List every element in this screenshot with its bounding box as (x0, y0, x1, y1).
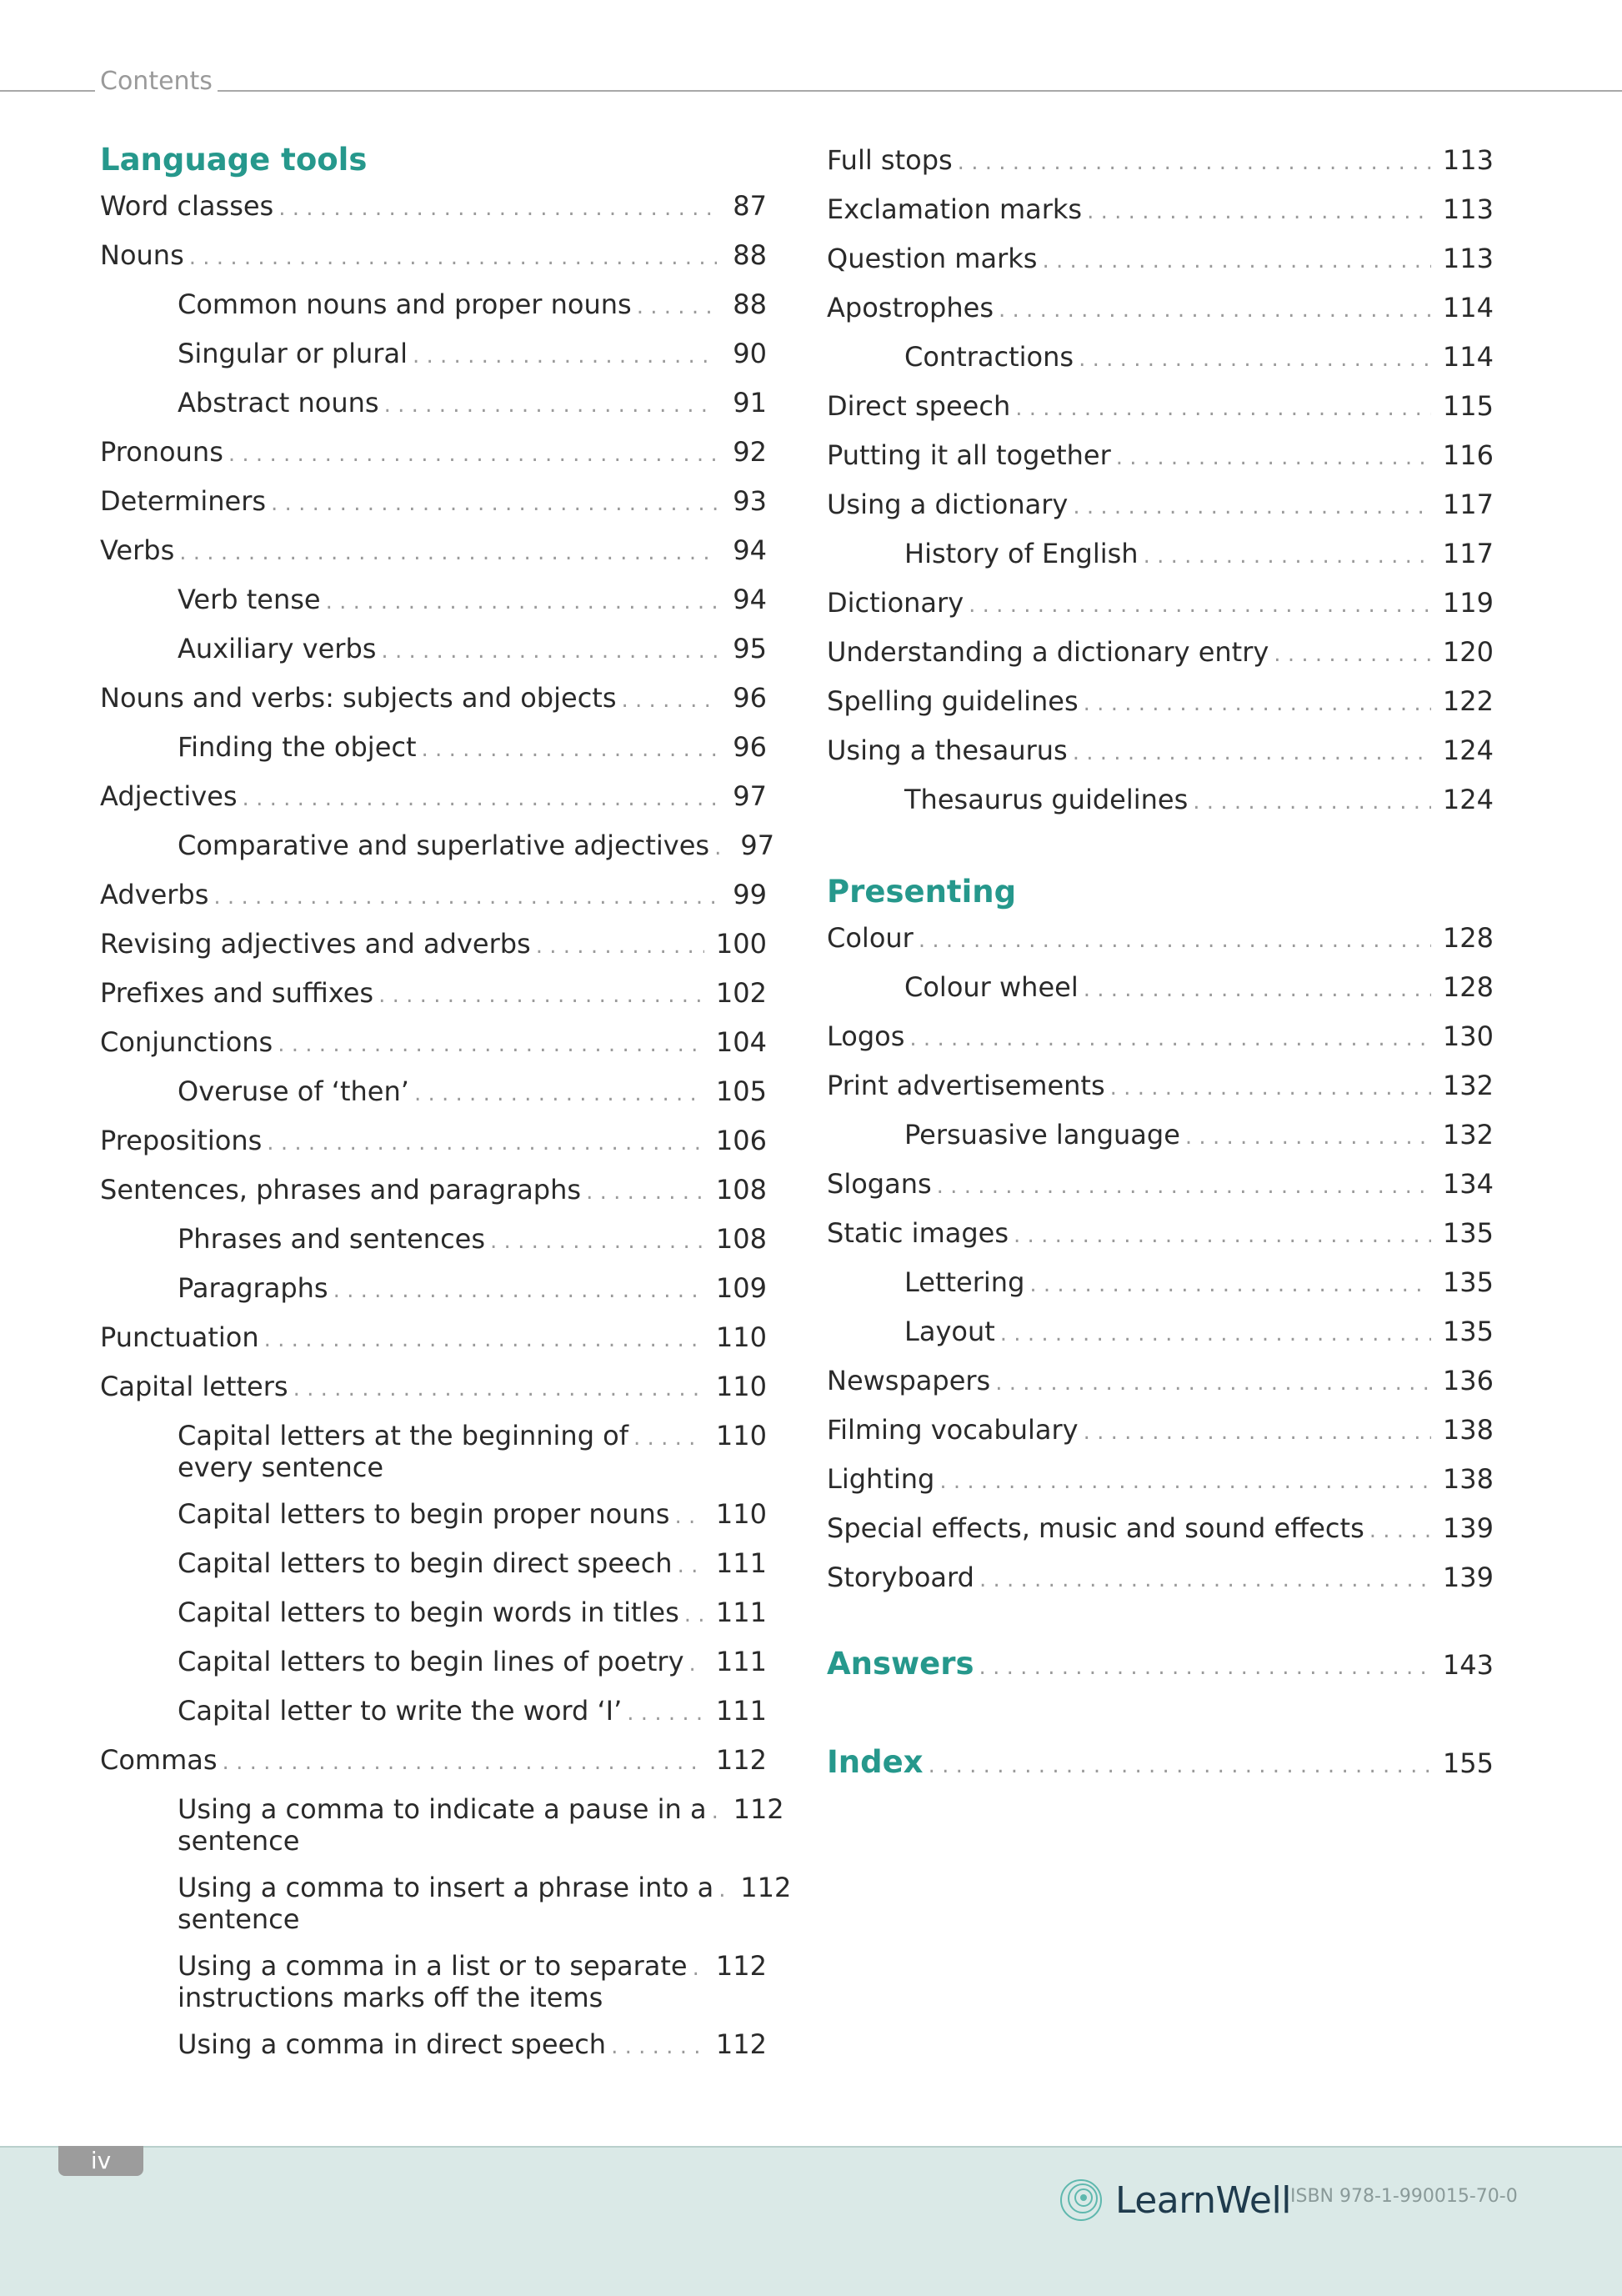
dot-leader (1084, 974, 1431, 1005)
toc-entry[interactable] (100, 1638, 767, 1687)
toc-entry[interactable] (827, 137, 1494, 186)
toc-entry-page: 105 (715, 1075, 767, 1107)
toc-entry-page: 111 (715, 1597, 767, 1628)
toc-entry-title: Adjectives (100, 780, 238, 812)
footer-band (0, 2146, 1622, 2296)
toc-entry[interactable] (827, 1456, 1494, 1505)
dot-leader (684, 1599, 704, 1631)
toc-entry-page: 113 (1442, 144, 1494, 176)
toc-entry-title-line: every sentence (178, 1451, 384, 1483)
toc-entry-title: Auxiliary verbs (178, 633, 377, 664)
toc-entry[interactable] (100, 1019, 767, 1068)
toc-entry-page: 155 (1442, 1747, 1494, 1779)
toc-entry[interactable] (100, 1943, 767, 2021)
toc-entry-page: 124 (1442, 734, 1494, 766)
toc-entry[interactable] (100, 183, 767, 232)
toc-entry[interactable] (827, 678, 1494, 727)
toc-entry[interactable] (827, 1062, 1494, 1111)
toc-entry-page: 114 (1442, 341, 1494, 373)
dot-leader (689, 1648, 704, 1680)
toc-entry[interactable] (100, 1412, 767, 1491)
dot-leader (714, 832, 724, 864)
page-number: iv (58, 2146, 143, 2176)
toc-entry-title-line: Using a comma to indicate a pause in a (178, 1793, 707, 1825)
toc-entry-title: Colour (827, 922, 914, 954)
toc-entry-title: Pronouns (100, 436, 223, 468)
dot-leader (179, 537, 717, 569)
dot-leader (1116, 442, 1431, 474)
dot-leader (381, 635, 717, 667)
dot-leader (1073, 737, 1431, 769)
toc-entry-page: 88 (733, 288, 767, 320)
dot-leader (712, 1796, 722, 1827)
toc-entry-title: History of English (904, 538, 1139, 569)
dot-leader (1084, 1416, 1431, 1448)
dot-leader (1014, 1220, 1431, 1251)
dot-leader (937, 1171, 1431, 1202)
toc-entry[interactable] (827, 1308, 1494, 1357)
section-title-presenting: Presenting (827, 874, 1017, 910)
dot-leader (1274, 639, 1431, 670)
toc-entry[interactable] (100, 1491, 767, 1540)
toc-entry-page: 138 (1442, 1463, 1494, 1495)
toc-entry-title: Capital letter to write the word ‘I’ (178, 1695, 623, 1727)
toc-entry-title: Contractions (904, 341, 1074, 373)
toc-entry-page: 96 (733, 682, 767, 714)
toc-entry[interactable] (100, 724, 767, 773)
dot-leader (633, 1422, 704, 1454)
dot-leader (909, 1023, 1431, 1055)
toc-entry-page: 135 (1442, 1266, 1494, 1298)
toc-entry-title: Using a dictionary (827, 489, 1069, 520)
toc-entry-title: Layout (904, 1316, 995, 1347)
toc-entry-title (178, 1872, 713, 1935)
dot-leader (1087, 196, 1431, 228)
left-column (100, 137, 792, 2070)
toc-entry-title: Overuse of ‘then’ (178, 1075, 409, 1107)
dot-leader (1110, 1072, 1431, 1104)
toc-entry-title: Nouns and verbs: subjects and objects (100, 682, 617, 714)
toc-entry-page: 134 (1442, 1168, 1494, 1200)
toc-entry-page: 112 (715, 1950, 767, 1982)
toc-entry-title: Logos (827, 1020, 905, 1052)
toc-entry-title: Singular or plural (178, 338, 408, 369)
toc-entry[interactable] (827, 1111, 1494, 1161)
toc-entry-title: Direct speech (827, 390, 1011, 422)
toc-entry-title-line: Using a comma to insert a phrase into a (178, 1872, 714, 1903)
toc-entry-title: Common nouns and proper nouns (178, 288, 632, 320)
toc-entry-title (178, 1793, 707, 1857)
toc-entry-title: Question marks (827, 243, 1038, 274)
toc-entry[interactable] (100, 822, 775, 871)
toc-entry[interactable] (100, 1117, 767, 1166)
toc-entry[interactable] (100, 330, 767, 379)
dot-leader (979, 1564, 1431, 1596)
dot-leader (213, 881, 717, 913)
toc-entry[interactable] (827, 383, 1494, 432)
toc-entry-title: Print advertisements (827, 1070, 1105, 1101)
header-rule (0, 90, 1622, 92)
toc-entry-title: Capital letters to begin proper nouns (178, 1498, 670, 1530)
section-title-language-tools: Language tools (100, 142, 368, 178)
toc-entry-title: Revising adjectives and adverbs (100, 928, 531, 960)
toc-entry-page: 135 (1442, 1217, 1494, 1249)
toc-entry-page: 95 (733, 633, 767, 664)
dot-leader (637, 291, 717, 323)
toc-entry-title: Full stops (827, 144, 953, 176)
toc-entry-title: Apostrophes (827, 292, 994, 323)
toc-entry-page: 124 (1442, 784, 1494, 815)
toc-entry[interactable] (100, 1687, 767, 1737)
toc-entry-title: Capital letters to begin lines of poetry (178, 1646, 684, 1677)
isbn-text: ISBN 978-1-990015-70-0 (1290, 2186, 1518, 2207)
dot-leader (228, 439, 717, 470)
dot-leader (1073, 491, 1431, 523)
toc-entry-title: Finding the object (178, 731, 417, 763)
toc-entry-page: 112 (715, 1744, 767, 1776)
toc-entry-page: 99 (733, 879, 767, 910)
toc-entry-title: Special effects, music and sound effects (827, 1512, 1364, 1544)
toc-entry-title: Using a thesaurus (827, 734, 1068, 766)
dot-leader (1369, 1515, 1431, 1547)
toc-entry-page: 110 (715, 1371, 767, 1402)
dot-leader (278, 193, 717, 224)
dot-leader (1015, 393, 1431, 424)
toc-entry[interactable] (100, 920, 767, 970)
toc-entry-page: 139 (1442, 1512, 1494, 1544)
dot-leader (586, 1176, 704, 1208)
toc-entry-page: 111 (715, 1646, 767, 1677)
toc-list-left (100, 183, 792, 2070)
dot-leader (278, 1029, 704, 1060)
toc-entry[interactable] (827, 1554, 1494, 1603)
toc-entry-title: Colour wheel (904, 971, 1079, 1003)
toc-entry[interactable] (827, 432, 1494, 481)
dot-leader (1000, 1318, 1431, 1350)
toc-entry[interactable] (100, 970, 767, 1019)
toc-entry-page: 87 (733, 190, 767, 222)
toc-entry[interactable] (827, 235, 1494, 284)
dot-leader (422, 734, 717, 765)
toc-entry[interactable] (827, 776, 1494, 825)
toc-entry-title: Conjunctions (100, 1026, 273, 1058)
dot-leader (1042, 245, 1430, 277)
toc-entry[interactable] (827, 1259, 1494, 1308)
toc-entry-title: Dictionary (827, 587, 964, 619)
toc-entry[interactable] (100, 1216, 767, 1265)
dot-leader (384, 389, 717, 421)
toc-entry-title: Word classes (100, 190, 274, 222)
dot-leader (1084, 688, 1431, 719)
toc-entry[interactable] (100, 1314, 767, 1363)
toc-entry-page: 100 (715, 928, 767, 960)
toc-entry[interactable] (100, 478, 767, 527)
dot-leader (674, 1501, 703, 1532)
toc-entry-page: 139 (1442, 1562, 1494, 1593)
toc-entry-page: 120 (1442, 636, 1494, 668)
toc-entry[interactable] (100, 1786, 784, 1864)
toc-entry-page: 92 (733, 436, 767, 468)
toc-entry-page: 106 (715, 1125, 767, 1156)
toc-entry[interactable] (827, 530, 1494, 579)
toc-entry-page: 93 (733, 485, 767, 517)
toc-entry-title: Lettering (904, 1266, 1025, 1298)
toc-entry[interactable] (100, 1589, 767, 1638)
toc-entry-title: Exclamation marks (827, 193, 1083, 225)
toc-entry[interactable] (100, 232, 767, 281)
dot-leader (293, 1373, 704, 1405)
toc-entry-title: Comparative and superlative adjectives (178, 830, 710, 861)
toc-entry[interactable] (100, 1166, 767, 1216)
toc-entry[interactable] (100, 1737, 767, 1786)
toc-entry-title-line: instructions marks off the items (178, 1982, 603, 2013)
toc-entry[interactable] (100, 625, 767, 674)
toc-entry[interactable] (827, 481, 1494, 530)
toc-entry-page: 116 (1442, 439, 1494, 471)
toc-entry-title (178, 1420, 628, 1483)
toc-entry[interactable] (100, 281, 767, 330)
dot-leader (958, 147, 1431, 178)
toc-entry[interactable] (100, 871, 767, 920)
toc-entry-page: 94 (733, 534, 767, 566)
dot-leader (414, 1078, 704, 1110)
toc-entry[interactable] (827, 1013, 1494, 1062)
dot-leader (378, 980, 704, 1011)
toc-entry[interactable] (100, 1864, 792, 1943)
toc-entry[interactable] (827, 1161, 1494, 1210)
toc-entry-title: Determiners (100, 485, 267, 517)
toc-entry-page: 117 (1442, 538, 1494, 569)
toc-entry[interactable] (100, 773, 767, 822)
dot-leader (536, 930, 704, 962)
toc-entry-page: 88 (733, 239, 767, 271)
toc-entry-title: Abstract nouns (178, 387, 379, 419)
toc-entry-page: 128 (1442, 922, 1494, 954)
toc-entry-title: Storyboard (827, 1562, 974, 1593)
publisher-logo (1059, 2178, 1291, 2223)
dot-leader (929, 1746, 1431, 1786)
dot-leader (413, 340, 717, 372)
toc-entry-title: Verbs (100, 534, 175, 566)
dot-leader (693, 1953, 704, 1984)
toc-entry[interactable] (827, 284, 1494, 333)
dot-leader (627, 1697, 704, 1729)
toc-entry-page: 117 (1442, 489, 1494, 520)
dot-leader (718, 1874, 728, 1906)
toc-entry-title: Prefixes and suffixes (100, 977, 374, 1009)
toc-entry-page: 91 (733, 387, 767, 419)
toc-entry-title: Verb tense (178, 584, 321, 615)
toc-entry[interactable] (100, 429, 767, 478)
toc-entry-title: Capital letters (100, 1371, 288, 1402)
toc-entry-title: Prepositions (100, 1125, 263, 1156)
toc-entry-title: Newspapers (827, 1365, 991, 1396)
toc-entry-title: Paragraphs (178, 1272, 328, 1304)
toc-entry-title: Static images (827, 1217, 1009, 1249)
dot-leader (999, 294, 1431, 326)
toc-entry[interactable] (827, 186, 1494, 235)
toc-entry-page: 96 (733, 731, 767, 763)
dot-leader (264, 1324, 704, 1356)
toc-entry-page: 111 (715, 1695, 767, 1727)
toc-entry-page: 112 (733, 1793, 784, 1825)
toc-entry-page: 97 (740, 830, 775, 861)
toc-entry-page: 110 (715, 1420, 767, 1451)
toc-entry-page: 111 (715, 1547, 767, 1579)
toc-entry-title: Commas (100, 1744, 218, 1776)
toc-entry-title-line: Using a comma in a list or to separate (178, 1950, 688, 1982)
toc-entry-page: 143 (1442, 1649, 1494, 1681)
toc-entry-title (178, 1950, 688, 2013)
toc-entry-title-line: Capital letters at the beginning of (178, 1420, 629, 1451)
dot-leader (919, 925, 1431, 956)
toc-entry[interactable] (827, 915, 1494, 964)
toc-entry-page: 110 (715, 1321, 767, 1353)
toc-entry[interactable] (827, 1505, 1494, 1554)
toc-entry[interactable] (827, 629, 1494, 678)
dot-leader (678, 1550, 704, 1582)
toc-entry-page: 130 (1442, 1020, 1494, 1052)
toc-entry-page: 112 (740, 1872, 792, 1903)
toc-entry-page: 113 (1442, 193, 1494, 225)
dot-leader (939, 1466, 1431, 1497)
dot-leader (490, 1226, 704, 1257)
dot-leader (223, 1747, 704, 1778)
toc-entry[interactable] (827, 727, 1494, 776)
toc-entry-title: Adverbs (100, 879, 209, 910)
toc-entry[interactable] (100, 1068, 767, 1117)
toc-entry-page: 109 (715, 1272, 767, 1304)
dot-leader (622, 684, 718, 716)
dot-leader (243, 783, 717, 815)
toc-entry-page: 94 (733, 584, 767, 615)
toc-entry-title: Capital letters to begin words in titles (178, 1597, 679, 1628)
dot-leader (271, 488, 717, 519)
swirl-logo-icon (1059, 2178, 1104, 2223)
toc-entry[interactable] (827, 579, 1494, 629)
dot-leader (333, 1275, 704, 1306)
toc-entry-page: 108 (715, 1223, 767, 1255)
toc-entry-page: 110 (715, 1498, 767, 1530)
toc-entry-title: Filming vocabulary (827, 1414, 1079, 1446)
toc-entry-title: Phrases and sentences (178, 1223, 486, 1255)
toc-entry-page: 112 (715, 2028, 767, 2060)
dot-leader (995, 1367, 1431, 1399)
toc-entry[interactable] (100, 1540, 767, 1589)
toc-entry-title-line: sentence (178, 1825, 300, 1857)
dot-leader (1185, 1121, 1431, 1153)
toc-entry-index[interactable] (827, 1735, 1494, 1793)
toc-entry-title: Lighting (827, 1463, 935, 1495)
toc-entry-page: 108 (715, 1174, 767, 1206)
running-header: Contents (95, 67, 218, 97)
toc-entry-page: 138 (1442, 1414, 1494, 1446)
toc-entry-page: 113 (1442, 243, 1494, 274)
dot-leader (1029, 1269, 1431, 1301)
toc-entry[interactable] (827, 1406, 1494, 1456)
toc-entry-title: Thesaurus guidelines (904, 784, 1189, 815)
toc-entry-page: 114 (1442, 292, 1494, 323)
toc-list-right-top (827, 137, 1494, 825)
toc-entry-page: 122 (1442, 685, 1494, 717)
toc-entry[interactable] (827, 1357, 1494, 1406)
toc-entry[interactable] (100, 2021, 767, 2070)
toc-entry-title: Index (827, 1744, 924, 1780)
toc-entry[interactable] (827, 333, 1494, 383)
toc-entry-page: 128 (1442, 971, 1494, 1003)
toc-entry[interactable] (827, 1210, 1494, 1259)
toc-entry-title: Sentences, phrases and paragraphs (100, 1174, 582, 1206)
toc-entry[interactable] (100, 1265, 767, 1314)
toc-entry-page: 102 (715, 977, 767, 1009)
toc-entry-page: 132 (1442, 1070, 1494, 1101)
toc-entry[interactable] (100, 1363, 767, 1412)
toc-entry[interactable] (100, 379, 767, 429)
toc-entry[interactable] (827, 964, 1494, 1013)
toc-entry-title: Understanding a dictionary entry (827, 636, 1269, 668)
toc-entry[interactable] (100, 576, 767, 625)
dot-leader (611, 2031, 704, 2063)
toc-entry-page: 97 (733, 780, 767, 812)
toc-entry-page: 90 (733, 338, 767, 369)
dot-leader (1079, 343, 1431, 375)
toc-entry-page: 104 (715, 1026, 767, 1058)
toc-entry-page: 115 (1442, 390, 1494, 422)
toc-entry-title: Spelling guidelines (827, 685, 1079, 717)
dot-leader (189, 242, 717, 273)
dot-leader (979, 1647, 1431, 1687)
toc-entry[interactable] (100, 674, 767, 724)
dot-leader (969, 589, 1431, 621)
toc-entry-page: 132 (1442, 1119, 1494, 1151)
toc-entry-title: Punctuation (100, 1321, 259, 1353)
toc-entry-page: 119 (1442, 587, 1494, 619)
toc-entry-page: 135 (1442, 1316, 1494, 1347)
right-column (827, 137, 1494, 1793)
toc-entry-title: Using a comma in direct speech (178, 2028, 607, 2060)
toc-entry-answers[interactable] (827, 1637, 1494, 1695)
toc-entry-page: 136 (1442, 1365, 1494, 1396)
brand-name: LearnWell (1115, 2178, 1291, 2222)
toc-entry-title: Putting it all together (827, 439, 1111, 471)
toc-entry-title: Persuasive language (904, 1119, 1180, 1151)
toc-entry-title: Nouns (100, 239, 184, 271)
dot-leader (267, 1127, 704, 1159)
dot-leader (326, 586, 717, 618)
toc-entry[interactable] (100, 527, 767, 576)
toc-list-presenting (827, 915, 1494, 1603)
toc-entry-title-line: sentence (178, 1903, 300, 1935)
dot-leader (1193, 786, 1431, 818)
toc-entry-title: Answers (827, 1646, 974, 1682)
toc-entry-title: Capital letters to begin direct speech (178, 1547, 673, 1579)
dot-leader (1144, 540, 1431, 572)
toc-entry-title: Slogans (827, 1168, 932, 1200)
